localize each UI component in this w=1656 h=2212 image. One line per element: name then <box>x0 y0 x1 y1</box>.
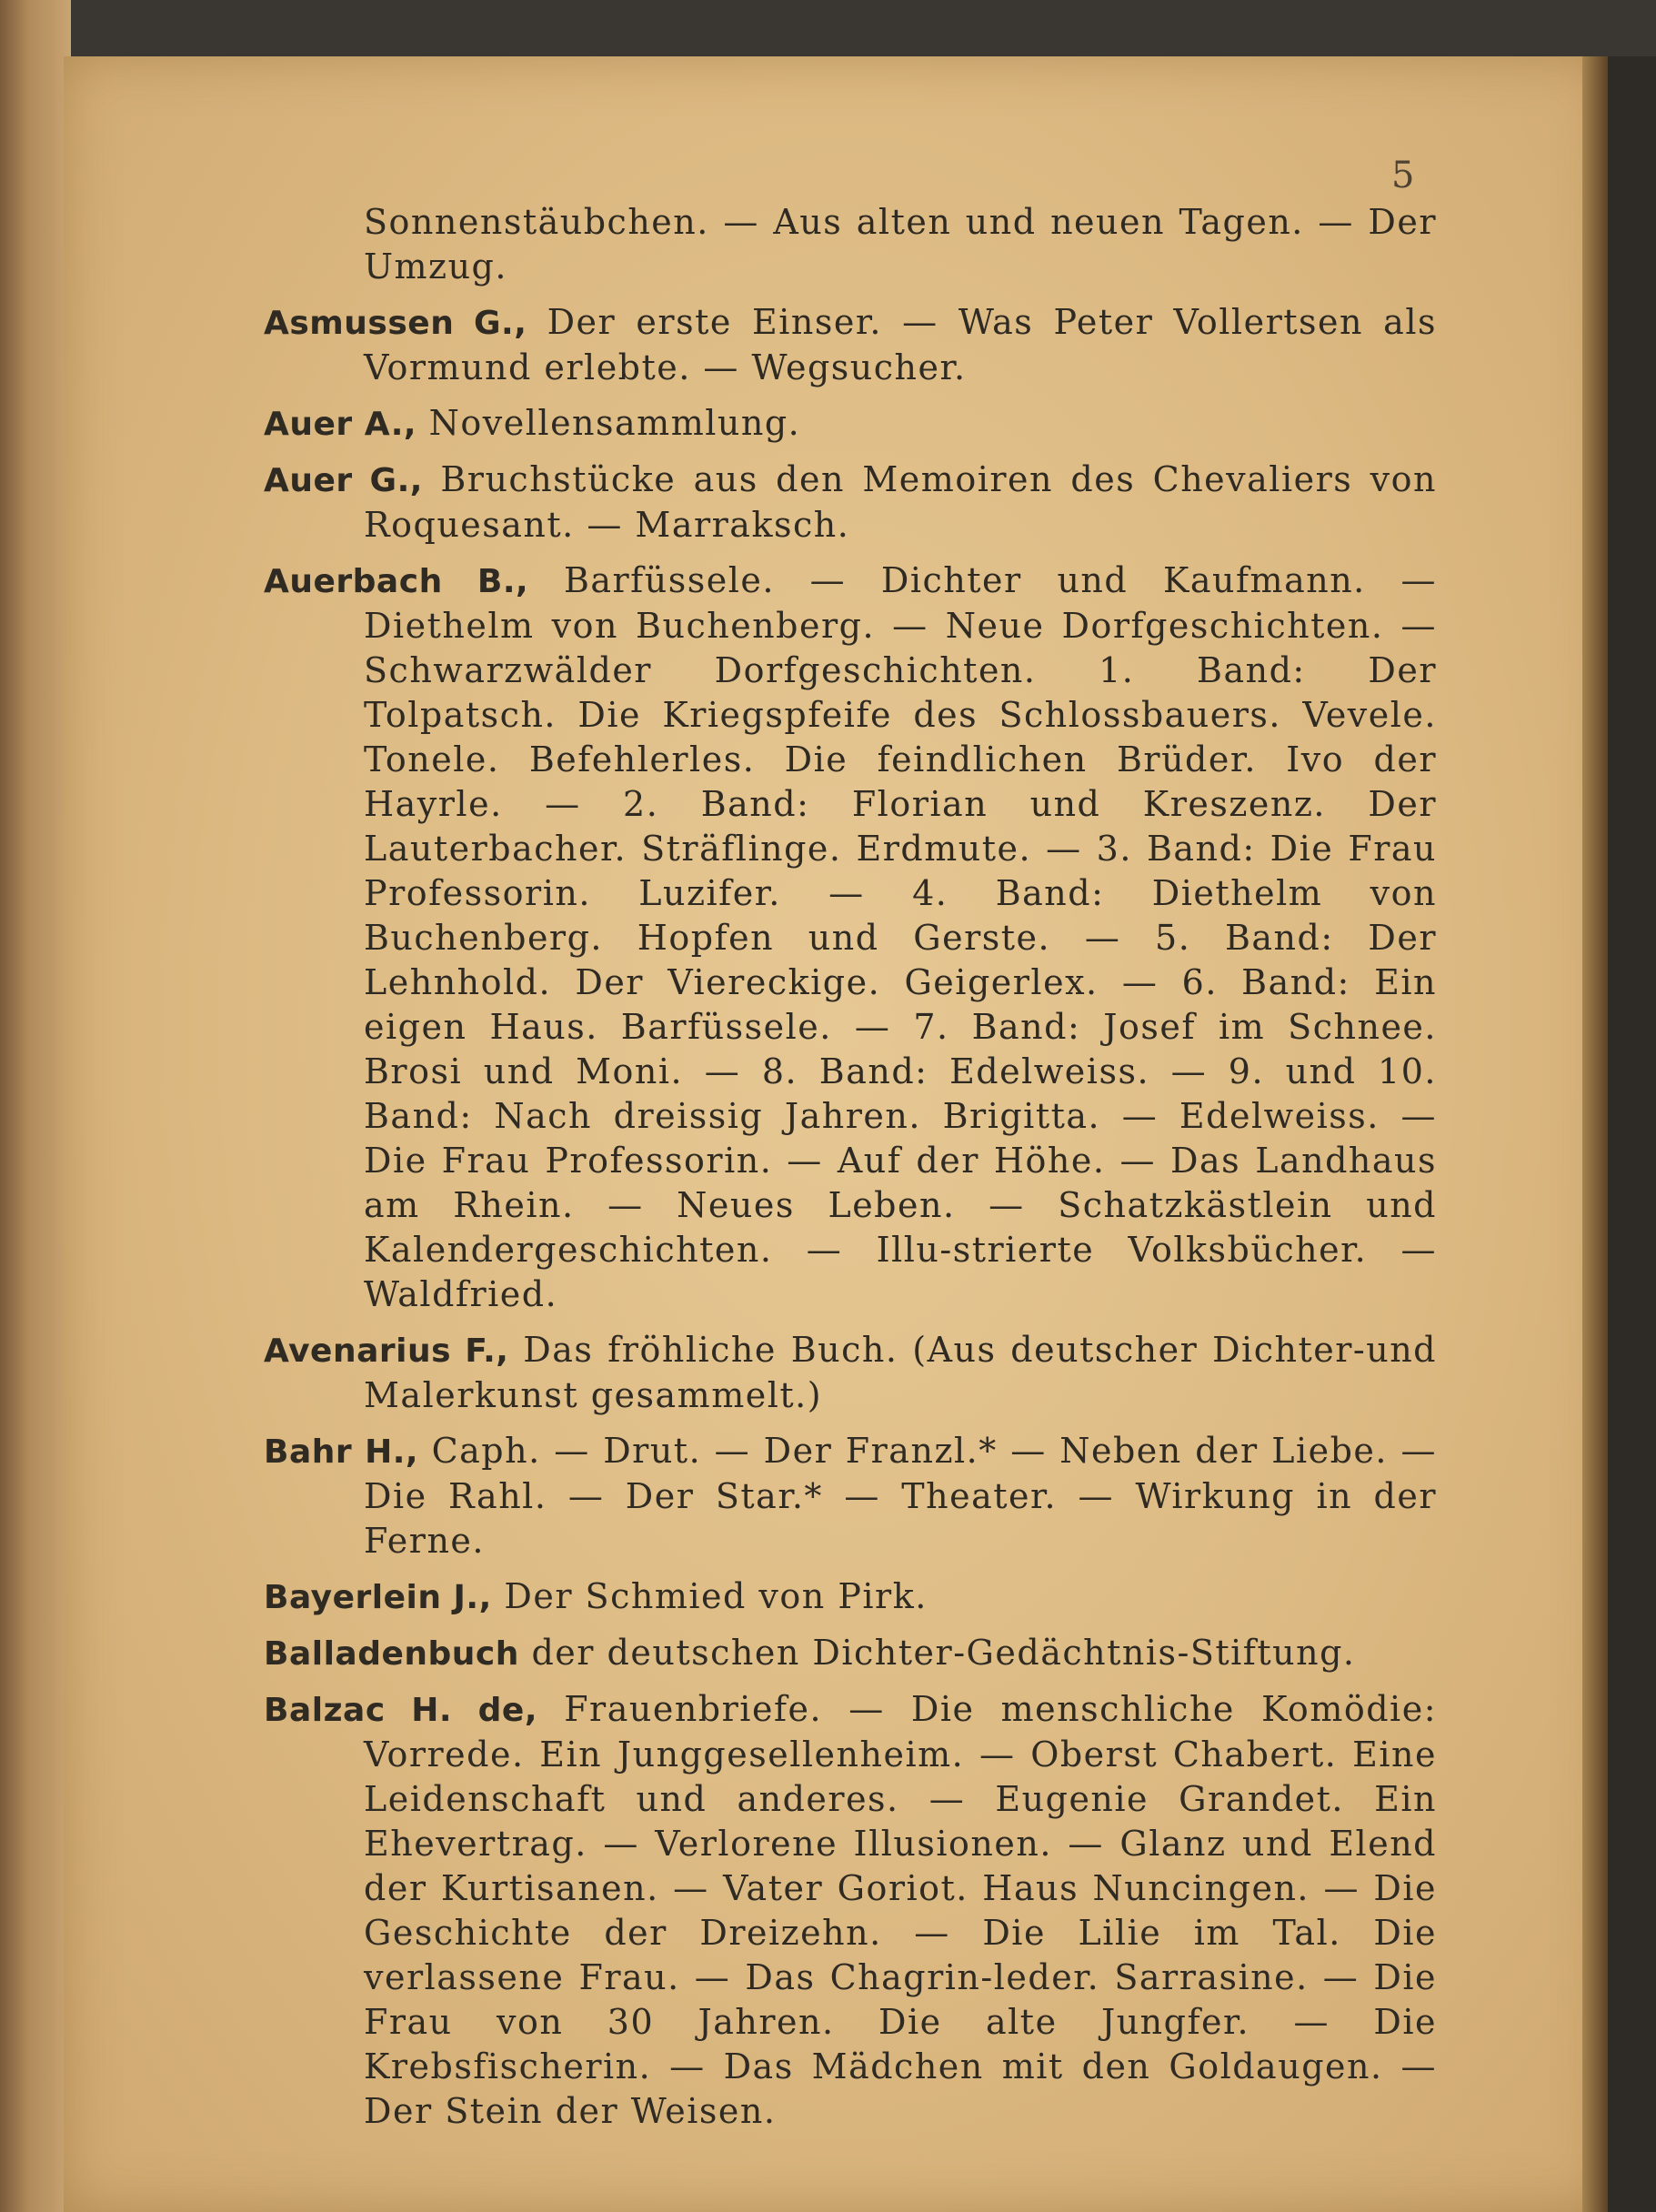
entry-works: Caph. — Drut. — Der Franzl.* — Neben der Liebe. — Die Rahl. — Der Star.* — Theater. — Wirkung in der Ferne. <box>364 1431 1437 1561</box>
page-number: 5 <box>1391 155 1415 196</box>
catalog-entry <box>264 200 1437 289</box>
entry-works: Bruchstücke aus den Memoiren des Chevaliers von Roquesant. — Marraksch. <box>364 459 1437 545</box>
entry-works: Novellensammlung. <box>428 403 801 443</box>
catalog-entry <box>264 1429 1437 1563</box>
entry-author: Auer A., <box>264 406 417 443</box>
entry-works: der deutschen Dichter-Gedächtnis-Stiftung. <box>531 1633 1356 1673</box>
entry-works: Sonnenstäubchen. — Aus alten und neuen Tagen. — Der Umzug. <box>364 202 1437 287</box>
book-spine-left <box>0 0 71 2212</box>
entry-author: Balladenbuch <box>264 1635 519 1673</box>
entry-author: Auer G., <box>264 462 423 499</box>
entry-works: Der Schmied von Pirk. <box>504 1576 928 1616</box>
entry-author: Asmussen G., <box>264 305 527 342</box>
catalog-entry <box>264 1687 1437 2134</box>
catalog-entry <box>264 457 1437 548</box>
catalog-text <box>264 200 1437 2145</box>
entry-author: Bayerlein J., <box>264 1579 492 1616</box>
catalog-entry <box>264 558 1437 1317</box>
catalog-entry <box>264 1574 1437 1620</box>
background-right <box>1608 56 1656 2212</box>
entry-author: Balzac H. de, <box>264 1692 538 1729</box>
catalog-entry <box>264 1631 1437 1676</box>
entry-works: Der erste Einser. — Was Peter Vollertsen als Vormund erlebte. — Wegsucher. <box>364 302 1437 387</box>
catalog-entry <box>264 1328 1437 1418</box>
entry-author: Avenarius F., <box>264 1332 509 1370</box>
catalog-entry <box>264 401 1437 447</box>
page-edge <box>1582 56 1608 2212</box>
entry-works: Barfüssele. — Dichter und Kaufmann. — Diethelm von Buchenberg. — Neue Dorfgeschichten. — Schwarzwälder Dorfgeschichten. 1. Band: Der Tolpatsch. Die Kriegspfeife des Schlossbauers. Vevele. Tonele. Befehlerles. Die feindlichen Brüder. Ivo der Hayrle. — 2. Band: Florian und Kreszenz. Der Lauterbacher. Sträflinge. Erdmute. — 3. Band: Die Frau Professorin. Luzifer. — 4. Band: Diethelm von Buchenberg. Hopfen und Gerste. — 5. Band: Der Lehnhold. Der Viereckige. Geigerlex. — 6. Band: Ein eigen Haus. Barfüssele. — 7. Band: Josef im Schnee. Brosi und Moni. — 8. Band: Edelweiss. — 9. und 10. Band: Nach dreissig Jahren. Brigitta. — Edelweiss. — Die Frau Professorin. — Auf der Höhe. — Das Landhaus am Rhein. — Neues Leben. — Schatzkästlein und Kalendergeschichten. — Illu-strierte Volksbücher. — Waldfried. <box>364 560 1437 1314</box>
entry-author: Auerbach B., <box>264 563 529 600</box>
entry-author: Bahr H., <box>264 1433 419 1471</box>
entry-works: Frauenbriefe. — Die menschliche Komödie: Vorrede. Ein Junggesellenheim. — Oberst Chabert. Eine Leidenschaft und anderes. — Eugenie Grandet. Ein Ehevertrag. — Verlorene Illusionen. — Glanz und Elend der Kurtisanen. — Vater Goriot. Haus Nuncingen. — Die Geschichte der Dreizehn. — Die Lilie im Tal. Die verlassene Frau. — Das Chagrin-leder. Sarrasine. — Die Frau von 30 Jahren. Die alte Jungfer. — Die Krebsfischerin. — Das Mädchen mit den Goldaugen. — Der Stein der Weisen. <box>364 1689 1437 2131</box>
entry-works: Das fröhliche Buch. (Aus deutscher Dichter-und Malerkunst gesammelt.) <box>364 1330 1437 1415</box>
catalog-entry <box>264 300 1437 390</box>
